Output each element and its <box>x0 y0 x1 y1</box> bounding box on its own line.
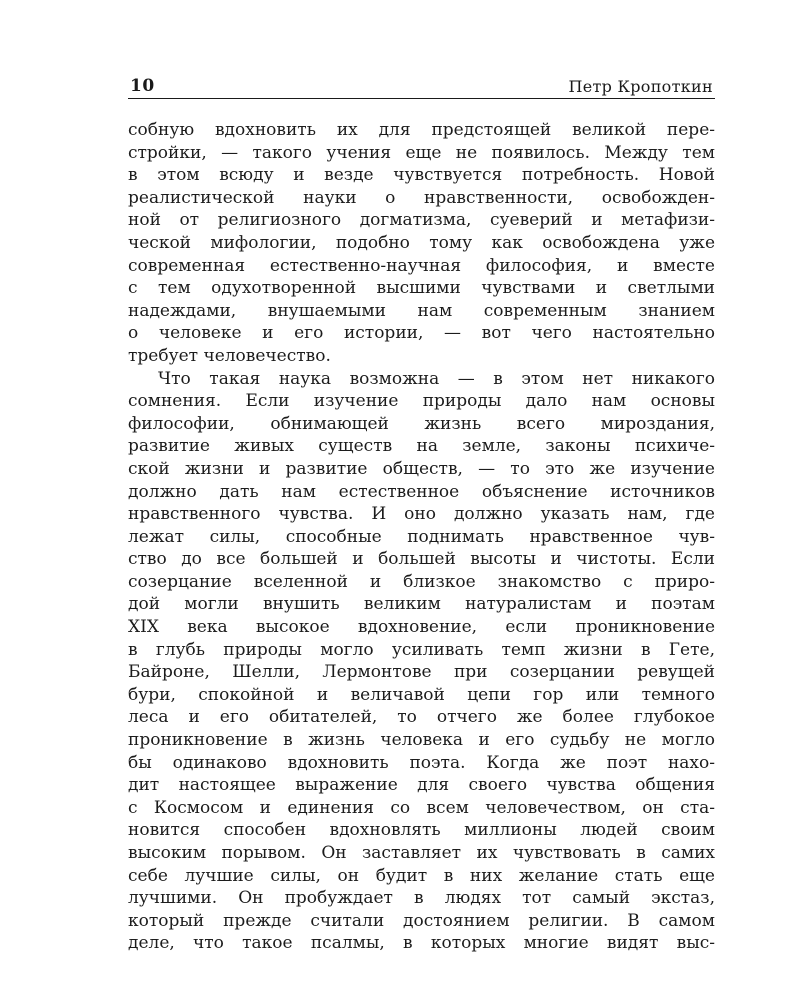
text-line: Что такая наука возможна — в этом нет никакого <box>158 368 715 389</box>
text-line: с Космосом и единения со всем человечеством, он ста- <box>128 797 715 818</box>
paragraph <box>128 368 715 955</box>
text-line: с тем одухотворенной высшими чувствами и светлыми <box>128 278 715 299</box>
text-line: собную вдохновить их для предстоящей великой пере- <box>128 120 715 140</box>
text-line: нравственного чувства. И оно должно указать нам, где <box>128 504 715 525</box>
text-line: ной от религиозного догматизма, суеверий и метафизи- <box>128 210 715 231</box>
body-text <box>128 119 715 955</box>
text-line: ство до все большей и большей высоты и чистоты. Если <box>128 549 715 570</box>
text-line: развитие живых существ на земле, законы психиче- <box>128 436 715 457</box>
text-line: ской жизни и развитие обществ, — то это же изучение <box>128 458 715 479</box>
paragraph <box>128 119 715 368</box>
text-line: в этом всюду и везде чувствуется потребность. Новой <box>128 165 715 186</box>
text-line: новится способен вдохновлять миллионы людей своим <box>128 820 715 841</box>
text-line: бы одинаково вдохновить поэта. Когда же поэт нахо- <box>128 752 715 773</box>
text-line: Байроне, Шелли, Лермонтове при созерцании ревущей <box>128 662 715 683</box>
text-line: философии, обнимающей жизнь всего мироздания, <box>128 413 715 434</box>
text-line: себе лучшие силы, он будит в них желание стать еще <box>128 865 715 886</box>
text-line: высоким порывом. Он заставляет их чувствовать в самих <box>128 843 715 863</box>
text-line: лучшими. Он пробуждает в людях тот самый экстаз, <box>128 888 715 909</box>
text-line: дой могли внушить великим натуралистам и поэтам <box>128 594 715 615</box>
text-line: лежат силы, способные поднимать нравственное чув- <box>128 526 715 547</box>
text-line: леса и его обитателей, то отчего же более глубокое <box>128 707 715 728</box>
text-line: деле, что такое псалмы, в которых многие видят выс- <box>128 933 715 954</box>
text-line: надеждами, внушаемыми нам современным знанием <box>128 300 715 321</box>
text-line: бури, спокойной и величавой цепи гор или темного <box>128 684 715 705</box>
text-line: XIX века высокое вдохновение, если проникновение <box>128 617 715 638</box>
text-line: ческой мифологии, подобно тому как освобождена уже <box>128 232 715 253</box>
running-title: Петр Кропоткин <box>568 77 713 96</box>
text-line: сомнения. Если изучение природы дало нам основы <box>128 391 715 412</box>
text-line: который прежде считали достоянием религии. В самом <box>128 910 715 931</box>
text-line: о человеке и его истории, — вот чего настоятельно <box>128 323 715 344</box>
text-line: в глубь природы могло усиливать темп жизни в Гете, <box>128 639 715 660</box>
text-line: проникновение в жизнь человека и его судьбу не могло <box>128 730 715 751</box>
text-line: дит настоящее выражение для своего чувства общения <box>128 775 715 796</box>
text-line: требует человечество. <box>128 345 331 366</box>
text-line: современная естественно-научная философия, и вместе <box>128 255 715 276</box>
page-number: 10 <box>130 76 155 96</box>
text-line: созерцание вселенной и близкое знакомство с приро- <box>128 571 715 592</box>
text-line: должно дать нам естественное объяснение источников <box>128 481 715 502</box>
text-line: стройки, — такого учения еще не появилось. Между тем <box>128 142 715 163</box>
text-line: реалистической науки о нравственности, освобожден- <box>128 187 715 208</box>
running-header <box>128 72 715 99</box>
